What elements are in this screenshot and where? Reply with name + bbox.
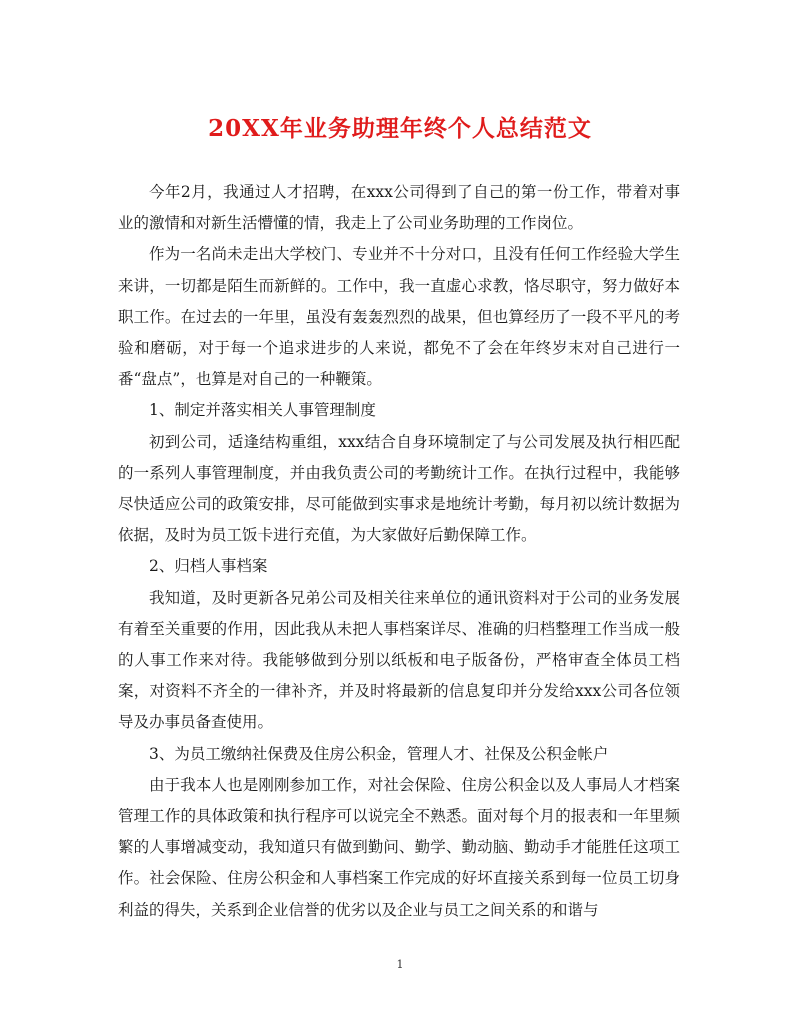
- page-number: 1: [396, 958, 404, 971]
- section-body-3: 由于我本人也是刚刚参加工作，对社会保险、住房公积金以及人事局人才档案管理工作的具体政策和执行程序可以说完全不熟悉。面对每个月的报表和一年里频繁的人事增减变动，我知道只有做到勤问、勤学、勤动脑、勤动手才能胜任这项工作。社会保险、住房公积金和人事档案工作完成的好坏直接关系到每一位员工切身利益的得失，关系到企业信誉的优劣以及企业与员工之间关系的和谐与: [118, 775, 680, 919]
- section-heading-2: 2、归档人事档案: [149, 557, 268, 576]
- paragraph-background: 作为一名尚未走出大学校门、专业并不十分对口，且没有任何工作经验大学生来讲，一切都是陌生而新鲜的。工作中，我一直虚心求教，恪尽职守，努力做好本职工作。在过去的一年里，虽没有轰轰烈烈的战果，但也算经历了一段不平凡的考验和磨砺，对于每一个追求进步的人来说，都免不了会在年终岁末对自己进行一番“盘点”，也算是对自己的一种鞭策。: [118, 245, 680, 389]
- section-heading-1: 1、制定并落实相关人事管理制度: [149, 401, 376, 420]
- document-body: [118, 177, 680, 926]
- paragraph-intro: 今年2月，我通过人才招聘，在xxx公司得到了自己的第一份工作，带着对事业的激情和对新生活懵懂的情，我走上了公司业务助理的工作岗位。: [118, 183, 680, 233]
- section-heading-3: 3、为员工缴纳社保费及住房公积金，管理人才、社保及公积金帐户: [149, 744, 609, 763]
- section-body-1: 初到公司，适逢结构重组，xxx结合自身环境制定了与公司发展及执行相匹配的一系列人事管理制度，并由我负责公司的考勤统计工作。在执行过程中，我能够尽快适应公司的政策安排，尽可能做到实事求是地统计考勤，每月初以统计数据为依据，及时为员工饭卡进行充值，为大家做好后勤保障工作。: [118, 432, 680, 545]
- section-body-2: 我知道，及时更新各兄弟公司及相关往来单位的通讯资料对于公司的业务发展有着至关重要的作用，因此我从未把人事档案详尽、准确的归档整理工作当成一般的人事工作来对待。我能够做到分别以纸板和电子版备份，严格审查全体员工档案，对资料不齐全的一律补齐，并及时将最新的信息复印并分发给xxx公司各位领导及办事员备查使用。: [118, 588, 680, 732]
- document-title: 20XX年业务助理年终个人总结范文: [208, 115, 592, 142]
